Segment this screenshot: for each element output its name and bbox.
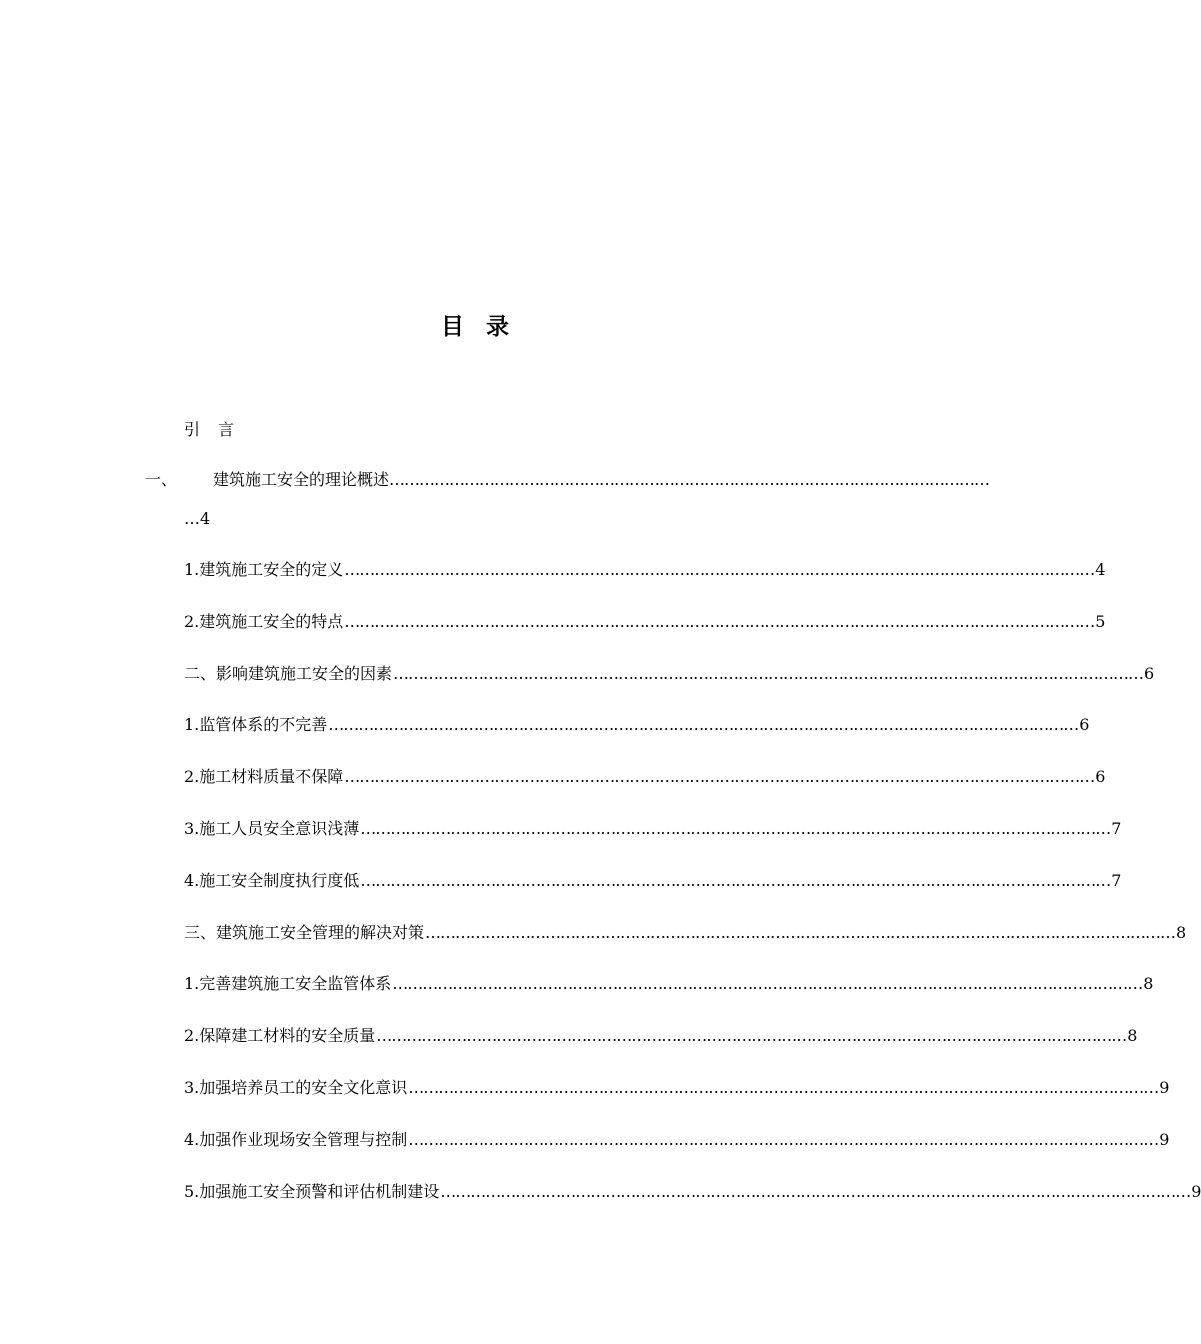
toc-entry	[184, 973, 1154, 995]
toc-entry-page: 9	[1159, 1130, 1170, 1149]
toc-entry	[184, 1025, 1138, 1047]
toc-entry-page: 5	[1095, 612, 1106, 631]
toc-chapter-1-cont-leader: …	[184, 509, 200, 528]
toc-entry	[184, 559, 1106, 581]
toc-entry-page: 6	[1079, 715, 1090, 734]
toc-entry-leader: ……………………………………………………………………………………………………………………………………	[328, 715, 1079, 734]
toc-entry-label: 3.施工人员安全意识浅薄	[184, 819, 360, 838]
toc-entry-label: 1.完善建筑施工安全监管体系	[184, 974, 392, 993]
toc-entry-page: 7	[1111, 819, 1122, 838]
toc-entry-label: 1.监管体系的不完善	[184, 715, 328, 734]
toc-entry	[184, 818, 1122, 840]
toc-entry-page: 9	[1191, 1182, 1201, 1201]
toc-chapter-1-number: 一、	[145, 470, 178, 489]
toc-entry-page: 9	[1159, 1078, 1170, 1097]
toc-entry-label: 4.施工安全制度执行度低	[184, 871, 360, 890]
toc-entry-page: 4	[1095, 560, 1106, 579]
toc-entry-leader: ……………………………………………………………………………………………………………………………………	[393, 664, 1144, 683]
toc-chapter-1-label: 建筑施工安全的理论概述	[213, 470, 390, 489]
toc-entry-leader: ……………………………………………………………………………………………………………………………………	[408, 1130, 1159, 1149]
toc-entry-label: 5.加强施工安全预警和评估机制建设	[184, 1182, 440, 1201]
toc-entry-page: 7	[1111, 871, 1122, 890]
toc-entry-leader: ……………………………………………………………………………………………………………………………………	[360, 871, 1111, 890]
toc-title-char-2: 录	[486, 314, 509, 340]
toc-entry	[184, 870, 1122, 892]
toc-entry-leader: ……………………………………………………………………………………………………………………………………	[344, 612, 1095, 631]
toc-entry	[184, 714, 1090, 736]
toc-entry-leader: ……………………………………………………………………………………………………………………………………	[344, 560, 1095, 579]
toc-entry-label: 2.建筑施工安全的特点	[184, 612, 344, 631]
toc-title	[0, 308, 950, 341]
toc-entry-page: 6	[1095, 767, 1106, 786]
toc-entry-leader: ……………………………………………………………………………………………………………………………………	[376, 1026, 1127, 1045]
toc-intro	[184, 419, 234, 441]
toc-entry-label: 1.建筑施工安全的定义	[184, 560, 344, 579]
toc-entry	[184, 611, 1106, 633]
toc-entry-leader: ……………………………………………………………………………………………………………………………………	[360, 819, 1111, 838]
toc-entry	[184, 1181, 1201, 1203]
toc-entry	[184, 663, 1155, 685]
toc-entry-label: 4.加强作业现场安全管理与控制	[184, 1130, 408, 1149]
toc-entry	[184, 766, 1106, 788]
toc-entry	[184, 1129, 1170, 1151]
toc-title-char-1: 目	[441, 314, 464, 340]
toc-chapter-1-continuation	[184, 508, 210, 530]
toc-entry-leader: ……………………………………………………………………………………………………………………………………	[392, 974, 1143, 993]
toc-entry-leader: ……………………………………………………………………………………………………………………………………	[408, 1078, 1159, 1097]
toc-entry-page: 8	[1143, 974, 1154, 993]
toc-intro-char-1: 引	[184, 420, 201, 439]
toc-entry-label: 2.保障建工材料的安全质量	[184, 1026, 376, 1045]
toc-chapter-1-leader: …………………………………………………………………………………………………………	[389, 470, 990, 489]
toc-entry-label: 2.施工材料质量不保障	[184, 767, 344, 786]
toc-intro-char-2: 言	[218, 420, 235, 439]
toc-entry	[184, 922, 1187, 944]
toc-entry	[184, 1077, 1170, 1099]
toc-entry-leader: ……………………………………………………………………………………………………………………………………	[344, 767, 1095, 786]
toc-entry-page: 8	[1176, 923, 1187, 942]
toc-entry-label: 3.加强培养员工的安全文化意识	[184, 1078, 408, 1097]
toc-chapter-1-page: 4	[200, 509, 211, 528]
toc-chapter-1	[213, 469, 990, 491]
toc-entry-leader: ……………………………………………………………………………………………………………………………………	[425, 923, 1176, 942]
toc-entry-label: 三、建筑施工安全管理的解决对策	[184, 923, 425, 942]
toc-entry-leader: ……………………………………………………………………………………………………………………………………	[440, 1182, 1191, 1201]
toc-entry-page: 8	[1127, 1026, 1138, 1045]
toc-entry-page: 6	[1144, 664, 1155, 683]
toc-entry-label: 二、影响建筑施工安全的因素	[184, 664, 393, 683]
